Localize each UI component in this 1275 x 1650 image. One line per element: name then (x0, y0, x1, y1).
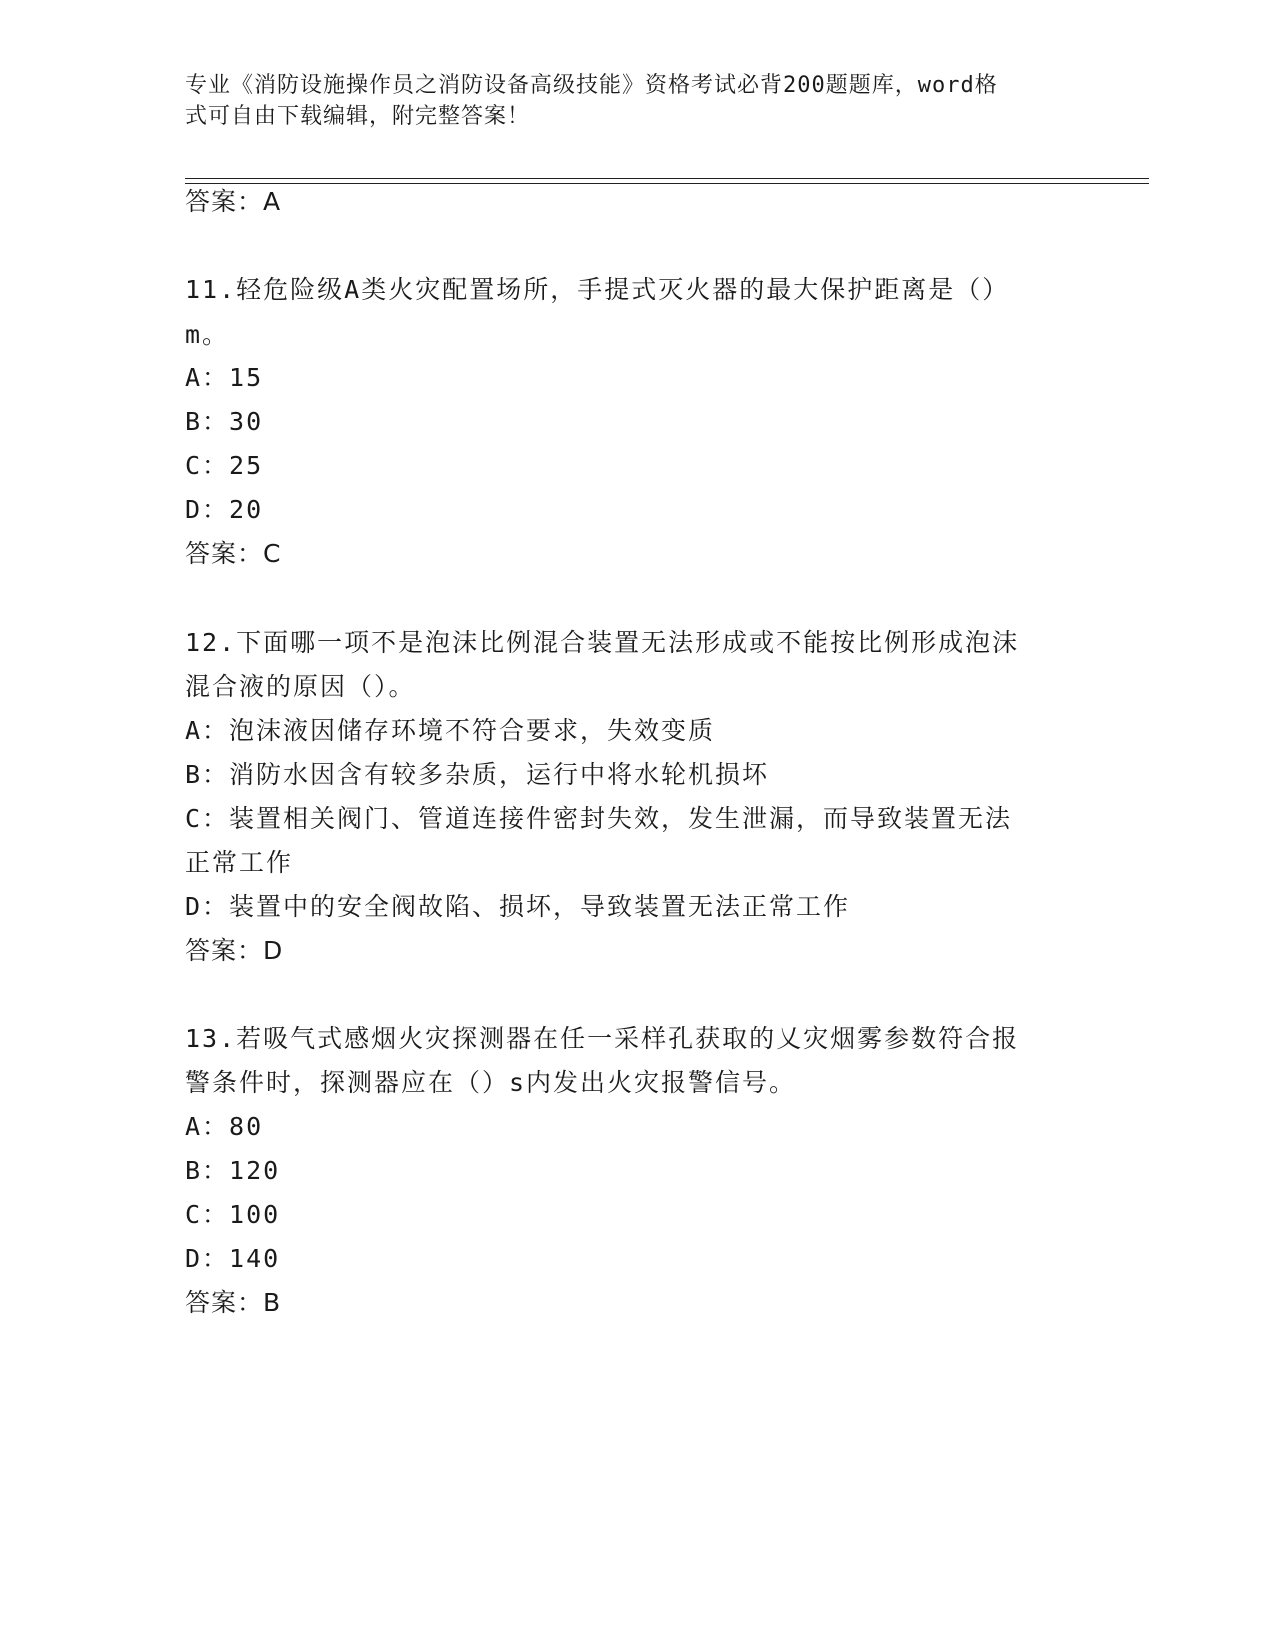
previous-answer: 答案：A (185, 187, 282, 216)
question-12-stem-line-2: 混合液的原因（）。 (185, 672, 416, 701)
header-line-2: 式可自由下载编辑，附完整答案！ (185, 104, 531, 129)
question-13-option-c: C：100 (185, 1200, 281, 1229)
question-11-stem-line-1: 11.轻危险级A类火灾配置场所，手提式灭火器的最大保护距离是（） (185, 275, 1010, 304)
question-13-option-d: D：140 (185, 1244, 281, 1273)
question-11-option-d: D：20 (185, 495, 264, 524)
question-13-stem-line-2: 警条件时，探测器应在（）s内发出火灾报警信号。 (185, 1068, 797, 1097)
question-12-option-d: D：装置中的安全阀故陷、损坏，导致装置无法正常工作 (185, 892, 851, 921)
question-11-option-a: A：15 (185, 363, 264, 392)
question-12-option-b: B：消防水因含有较多杂质，运行中将水轮机损坏 (185, 760, 770, 789)
question-11-answer: 答案：C (185, 539, 282, 568)
header-line-1: 专业《消防设施操作员之消防设备高级技能》资格考试必背200题题库，word格 (185, 73, 998, 98)
question-13-option-a: A：80 (185, 1112, 264, 1141)
question-13-answer: 答案：B (185, 1288, 282, 1317)
question-11-stem-line-2: m。 (185, 320, 230, 349)
question-11-option-c: C：25 (185, 451, 264, 480)
question-12-stem-line-1: 12.下面哪一项不是泡沫比例混合装置无法形成或不能按比例形成泡沫 (185, 628, 1020, 657)
question-12-option-c-continued: 正常工作 (185, 848, 294, 877)
document-header (185, 70, 1065, 132)
question-13-stem-line-1: 13.若吸气式感烟火灾探测器在任一采样孔获取的乂灾烟雾参数符合报 (185, 1024, 1020, 1053)
header-divider-bottom (185, 183, 1149, 184)
question-11-option-b: B：30 (185, 407, 264, 436)
header-divider-top (185, 178, 1149, 179)
question-13-option-b: B：120 (185, 1156, 281, 1185)
question-12-answer: 答案：D (185, 936, 284, 965)
question-12-option-a: A：泡沫液因储存环境不符合要求，失效变质 (185, 716, 716, 745)
question-12-option-c: C：装置相关阀门、管道连接件密封失效，发生泄漏，而导致装置无法 (185, 804, 1013, 833)
